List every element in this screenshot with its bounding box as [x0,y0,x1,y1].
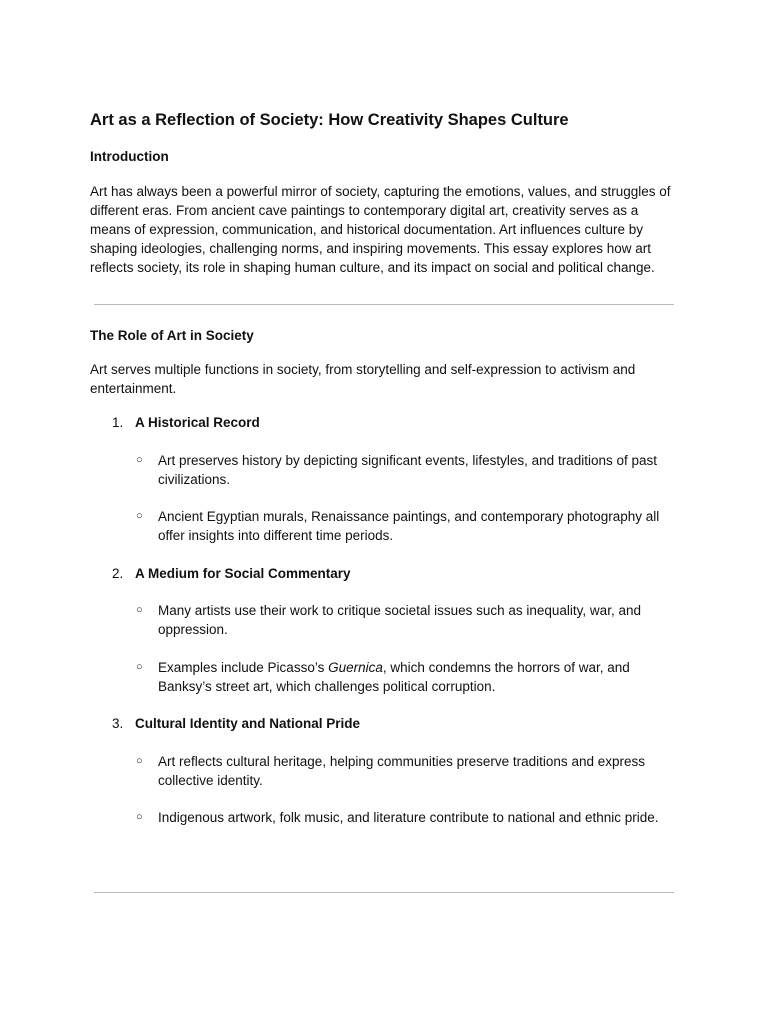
bullet-text: Indigenous artwork, folk music, and literature contribute to national and ethnic pride. [158,810,659,825]
role-heading: The Role of Art in Society [90,328,254,343]
list-item [136,752,678,790]
bullet-text-before: Examples include Picasso’s [158,660,329,675]
bullet-text: Art reflects cultural heritage, helping communities preserve traditions and express collective identity. [158,754,645,788]
list-item [136,601,678,639]
item-label: A Historical Record [135,415,260,430]
item-label: A Medium for Social Commentary [135,566,351,581]
document-page [90,0,680,1024]
item-number: 2. [112,566,124,581]
item-number: 1. [112,415,124,430]
section-divider [94,892,674,893]
section-divider [94,304,674,305]
hollow-bullet-icon: ○ [136,811,143,823]
hollow-bullet-icon: ○ [136,755,143,767]
hollow-bullet-icon: ○ [136,604,143,616]
bullet-text: Ancient Egyptian murals, Renaissance paintings, and contemporary photography all offer insights into different time periods. [158,509,660,543]
bullet-text-guernica [158,658,678,696]
hollow-bullet-icon: ○ [136,510,143,522]
hollow-bullet-icon: ○ [136,454,143,466]
intro-heading: Introduction [90,149,169,164]
list-item [136,451,678,489]
artwork-title-guernica: Guernica [328,660,383,675]
numbered-item-cultural-identity [112,715,360,733]
list-item [136,507,678,545]
item-number: 3. [112,716,124,731]
list-item [136,658,678,696]
bullet-text: Art preserves history by depicting significant events, lifestyles, and traditions of past civilizations. [158,453,657,487]
hollow-bullet-icon: ○ [136,661,143,673]
bullet-text: Many artists use their work to critique societal issues such as inequality, war, and oppression. [158,603,641,637]
item-label: Cultural Identity and National Pride [135,716,361,731]
role-paragraph: Art serves multiple functions in society, from storytelling and self-expression to activism and entertainment. [90,362,636,396]
bullet-text-after: , which condemns the horrors of war, and Banksy’s street art, which challenges political corruption. [158,660,630,694]
document-title: Art as a Reflection of Society: How Creativity Shapes Culture [90,111,569,129]
list-item [136,808,678,827]
numbered-item-social-commentary [112,565,351,583]
intro-paragraph: Art has always been a powerful mirror of society, capturing the emotions, values, and struggles of different eras. From ancient cave paintings to contemporary digital art, creativity serves as a means of expression, communication, and historical documentation. Art influences culture by shaping ideologies, challenging norms, and inspiring movements. This essay explores how art reflects society, its role in shaping human culture, and its impact on social and political change. [90,184,671,275]
numbered-item-historical-record [112,414,260,432]
